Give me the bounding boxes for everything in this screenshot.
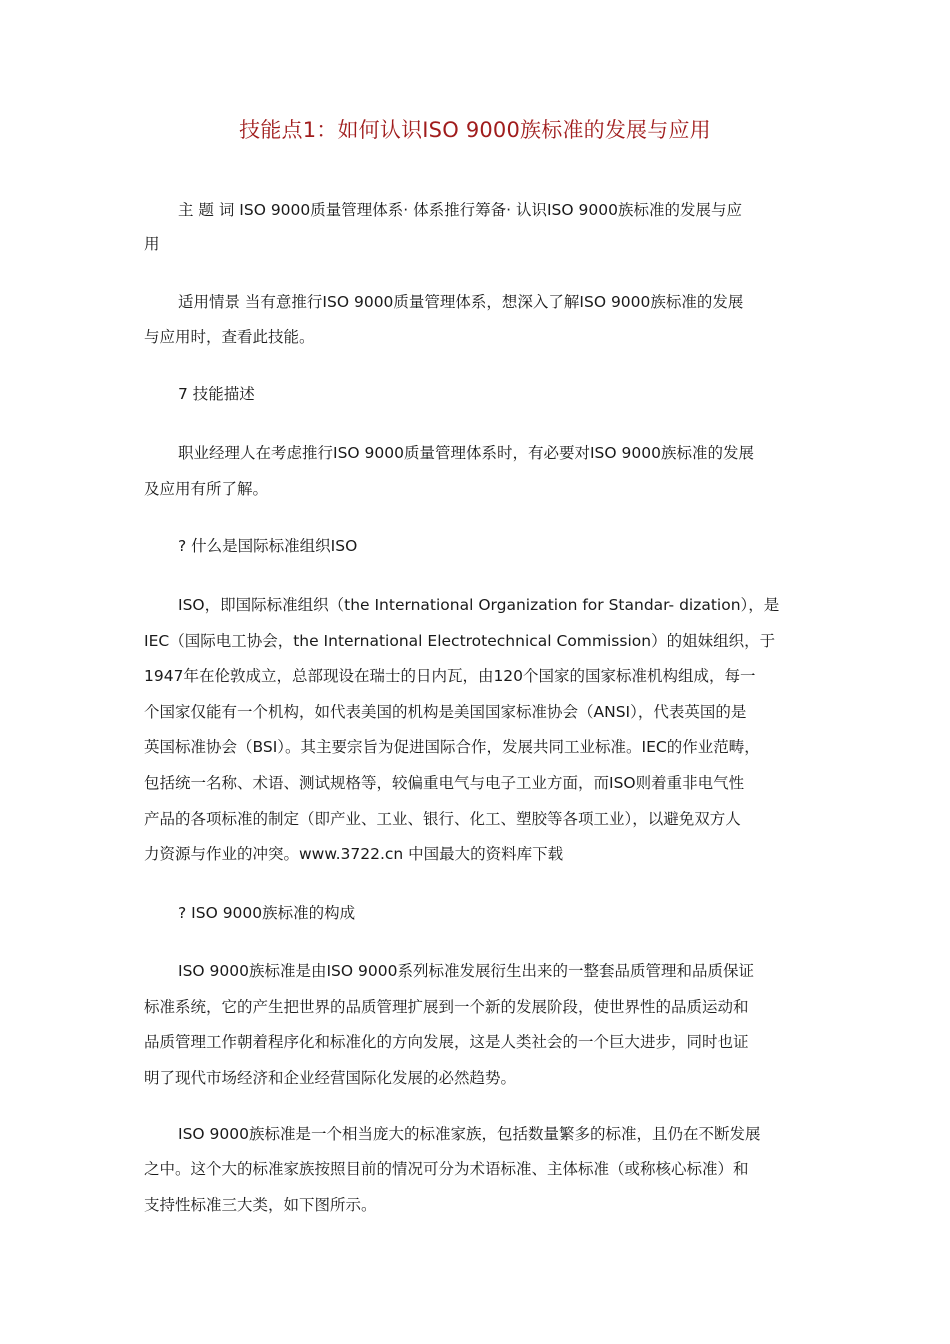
paragraph-line: 支持性标准三大类，如下图所示。: [144, 1196, 377, 1214]
paragraph-line: 品质管理工作朝着程序化和标准化的方向发展，这是人类社会的一个巨大进步，同时也证: [144, 1033, 749, 1051]
question-heading: ? 什么是国际标准组织ISO: [178, 537, 358, 555]
question-heading: ? ISO 9000族标准的构成: [178, 904, 356, 922]
paragraph-line: 包括统一名称、术语、测试规格等，较偏重电气与电子工业方面，而ISO则着重非电气性: [144, 774, 745, 792]
keywords-line: 用: [144, 235, 160, 253]
paragraph-line: ISO 9000族标准是由ISO 9000系列标准发展衍生出来的一整套品质管理和品质保证: [178, 962, 754, 980]
paragraph-line: ISO，即国际标准组织（the International Organization for Standar- dization），是: [178, 596, 780, 614]
paragraph-line: IEC（国际电工协会，the International Electrotechnical Commission）的姐妹组织，于: [144, 632, 776, 650]
paragraph-line: 标准系统，它的产生把世界的品质管理扩展到一个新的发展阶段，使世界性的品质运动和: [144, 998, 749, 1016]
situation-line: 适用情景 当有意推行ISO 9000质量管理体系，想深入了解ISO 9000族标准的发展: [178, 293, 744, 311]
situation-line: 与应用时，查看此技能。: [144, 328, 315, 346]
paragraph-line: ISO 9000族标准是一个相当庞大的标准家族，包括数量繁多的标准，且仍在不断发展: [178, 1125, 761, 1143]
paragraph-line: 产品的各项标准的制定（即产业、工业、银行、化工、塑胶等各项工业），以避免双方人: [144, 810, 741, 828]
intro-line: 职业经理人在考虑推行ISO 9000质量管理体系时，有必要对ISO 9000族标准的发展: [178, 444, 754, 462]
paragraph-line: 之中。这个大的标准家族按照目前的情况可分为术语标准、主体标准（或称核心标准）和: [144, 1160, 749, 1178]
paragraph-line: 个国家仅能有一个机构，如代表美国的机构是美国国家标准协会（ANSI），代表英国的是: [144, 703, 747, 721]
paragraph-line: 力资源与作业的冲突。www.3722.cn 中国最大的资料库下载: [144, 845, 564, 863]
page-title: 技能点1：如何认识ISO 9000族标准的发展与应用: [239, 118, 711, 142]
paragraph-line: 1947年在伦敦成立，总部现设在瑞士的日内瓦，由120个国家的国家标准机构组成，每一: [144, 667, 756, 685]
paragraph-line: 英国标准协会（BSI）。其主要宗旨为促进国际合作，发展共同工业标准。IEC的作业范畴，: [144, 738, 760, 756]
keywords-line: 主 题 词 ISO 9000质量管理体系· 体系推行筹备· 认识ISO 9000族标准的发展与应: [178, 201, 742, 219]
paragraph-line: 明了现代市场经济和企业经营国际化发展的必然趋势。: [144, 1069, 517, 1087]
section-heading: 7 技能描述: [178, 385, 255, 403]
intro-line: 及应用有所了解。: [144, 480, 269, 498]
